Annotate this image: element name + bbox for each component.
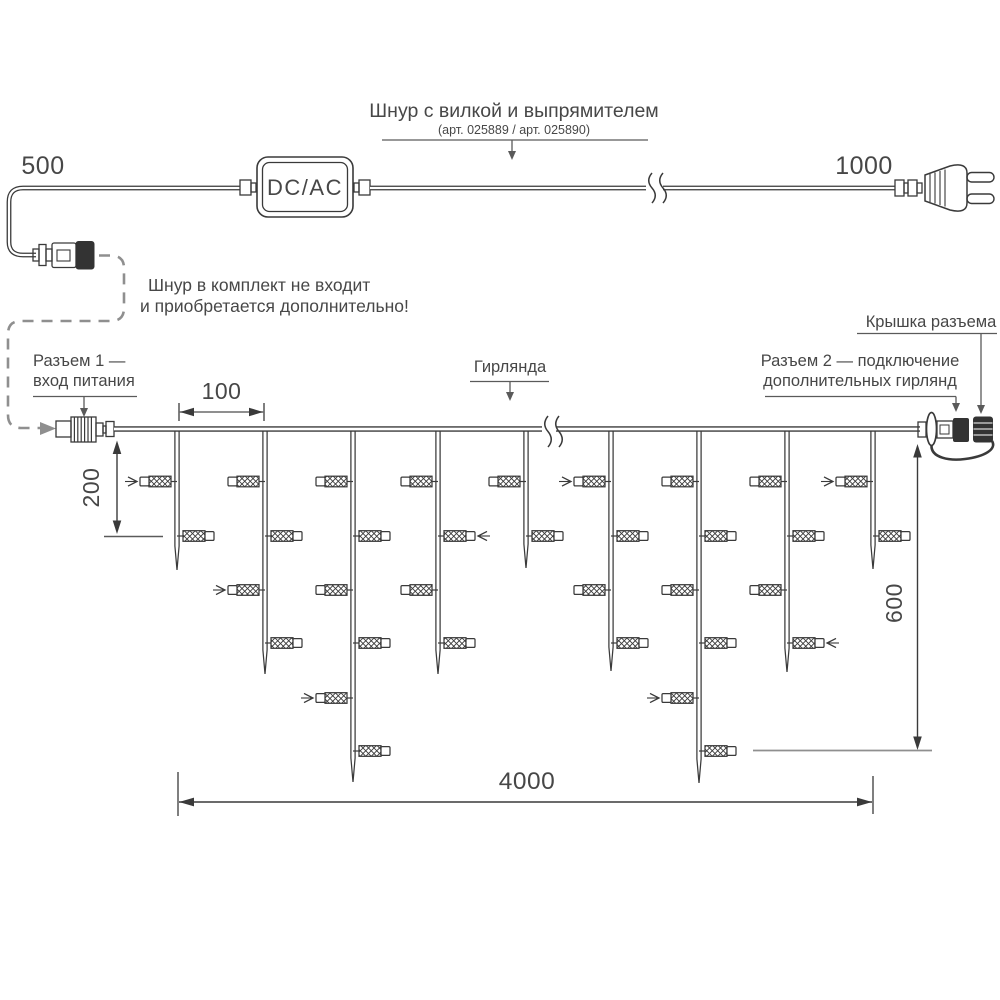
lamp-right [787,638,839,649]
lamp-right [265,531,302,542]
lamp-left [316,585,353,596]
lamp-body [759,476,781,487]
note-line1: Шнур в комплект не входит [148,275,371,295]
icicle-strand [125,430,214,570]
strand-wire [785,430,789,672]
lamp-left [750,476,787,487]
strand-wire [175,430,179,570]
lamp-body [325,585,347,596]
lamp-right [526,531,563,542]
dim-600 [753,444,932,751]
lamp-body [617,531,639,542]
lamp-cap [293,639,302,648]
lamp-body [183,531,205,542]
lamp-cap [381,532,390,541]
lamp-cap [662,586,671,595]
lamp-body [793,531,815,542]
lamp-cap [401,477,410,486]
lamp-cap [815,639,824,648]
lamp-cap [293,532,302,541]
lamp-body [359,638,381,649]
lamp-right [699,746,736,757]
dim-1000-label: 1000 [835,152,893,180]
lamp-cap [574,477,583,486]
lamp-body [705,531,727,542]
plug-body [925,165,967,211]
icicle-strands-layer [125,430,910,783]
leader-arrowhead [977,405,985,414]
leader-arrowhead [508,151,516,160]
connector2-label-line1: Разъем 2 — подключение [760,352,960,370]
cord-title [369,100,658,160]
lamp-left [401,585,438,596]
lamp-right [611,638,648,649]
icicle-strand [213,430,302,674]
lamp-cap [727,639,736,648]
lamp-body [410,476,432,487]
lamp-left [228,476,265,487]
lamp-right [265,638,302,649]
callout-labels [33,313,997,417]
lamp-cap [466,639,475,648]
icicle-strand [401,430,490,674]
lamp-cap [228,586,237,595]
strand-wire [263,430,267,674]
lamp-body [325,693,347,704]
lamp-left [559,476,611,487]
wire-break-icon [542,416,562,447]
connector1-label-line2: вход питания [33,372,135,390]
lamp-cap [815,532,824,541]
lamp-body [705,638,727,649]
cord-title-line2: (арт. 025889 / арт. 025890) [438,123,590,137]
lamp-cap [316,477,325,486]
lamp-body [149,476,171,487]
icicle-strand [750,430,839,672]
dashed-leader [8,256,124,429]
lamp-body [583,585,605,596]
not-included-note [140,275,409,316]
lamp-body [617,638,639,649]
lamp-body [271,531,293,542]
cord-connector [33,242,94,270]
lamp-cap [466,532,475,541]
lamp-cap [381,747,390,756]
lamp-body [359,746,381,757]
lamp-left [821,476,873,487]
dim-200 [78,441,163,537]
lamp-right [353,638,390,649]
garland-callout [470,358,549,401]
lamp-cap [750,477,759,486]
lamp-body [359,531,381,542]
icicle-strand [489,430,563,568]
lamp-cap [639,532,648,541]
dim-100-label: 100 [201,378,242,404]
connector-cap [973,417,993,443]
lamp-cap [554,532,563,541]
lamp-cap [316,694,325,703]
garland-label: Гирлянда [473,358,547,376]
lamp-body [237,585,259,596]
lamp-left [213,585,265,596]
connector2-callout [761,352,960,412]
lamp-body [237,476,259,487]
connector2-label-line2: дополнительных гирлянд [763,372,957,390]
lamp-left [662,476,699,487]
lamp-body [583,476,605,487]
tether-ring [927,413,937,446]
lamp-body [705,746,727,757]
lamp-cap [401,586,410,595]
lamp-right [177,531,214,542]
strand-wire [697,430,701,783]
strand-wire [436,430,440,674]
lamp-body [410,585,432,596]
dc-ac-converter [240,157,370,217]
power-plug [895,165,994,211]
lamp-cap [140,477,149,486]
strand-wire [524,430,528,568]
connector1-label-line1: Разъем 1 — [33,352,126,370]
strand-wire [609,430,613,671]
leader-arrowhead [506,392,514,401]
lamp-right [353,531,390,542]
lamp-body [793,638,815,649]
lamp-body [498,476,520,487]
icicle-strand [647,430,736,783]
cord-connector-cap [76,242,94,270]
plug-prong [967,194,994,204]
dim-100 [179,378,264,421]
lamp-cap [574,586,583,595]
lamp-body [325,476,347,487]
lamp-cap [381,639,390,648]
connector1-callout [33,352,137,417]
dim-4000 [178,768,873,816]
lamp-cap [228,477,237,486]
lamp-cap [662,477,671,486]
lamp-left [750,585,787,596]
lamp-body [444,638,466,649]
dim-500-label: 500 [21,152,65,180]
cable-break-icon [646,173,666,203]
cord-title-line1: Шнур с вилкой и выпрямителем [369,100,659,122]
icicle-strand [301,430,390,782]
lamp-right [353,746,390,757]
dim-600-label: 600 [881,583,907,623]
lamp-right [699,638,736,649]
dashed-leader-arrowhead [40,422,56,435]
lamp-body [444,531,466,542]
strand-wire [871,430,875,569]
dimension-annotations [78,378,932,816]
lamp-body [759,585,781,596]
icicle-strand [821,430,910,569]
leader-arrowhead [80,408,88,417]
lamp-left [574,585,611,596]
lamp-left [662,585,699,596]
lamp-right [438,638,475,649]
lamp-body [271,638,293,649]
lamp-body [845,476,867,487]
lamp-cap [750,586,759,595]
dc-ac-label: DC/AC [267,175,343,200]
lamp-right [873,531,910,542]
lamp-left [316,476,353,487]
lamp-right [699,531,736,542]
leader-arrowhead [952,403,960,412]
garland-connector-1 [56,417,114,442]
lamp-cap [901,532,910,541]
lamp-right [611,531,648,542]
lamp-cap [662,694,671,703]
lamp-left [489,476,526,487]
icicle-strand [559,430,648,671]
lamp-cap [639,639,648,648]
lamp-left [401,476,438,487]
lamp-right [438,531,490,542]
note-line2: и приобретается дополнительно! [140,296,409,316]
lamp-body [671,585,693,596]
dim-200-label: 200 [78,467,104,508]
lamp-left [125,476,177,487]
lamp-left [647,693,699,704]
lamp-cap [836,477,845,486]
garland-connector-2 [918,413,993,460]
dim-4000-label: 4000 [498,768,556,795]
lamp-right [787,531,824,542]
lamp-body [671,476,693,487]
lamp-body [671,693,693,704]
lamp-left [301,693,353,704]
lamp-cap [727,532,736,541]
lamp-cap [727,747,736,756]
tether-loop [931,441,993,460]
lamp-body [532,531,554,542]
cap-label: Крышка разъема [865,313,997,331]
lamp-cap [316,586,325,595]
lamp-cap [205,532,214,541]
plug-prong [967,173,994,183]
lamp-body [879,531,901,542]
strand-wire [351,430,355,782]
lamp-cap [489,477,498,486]
